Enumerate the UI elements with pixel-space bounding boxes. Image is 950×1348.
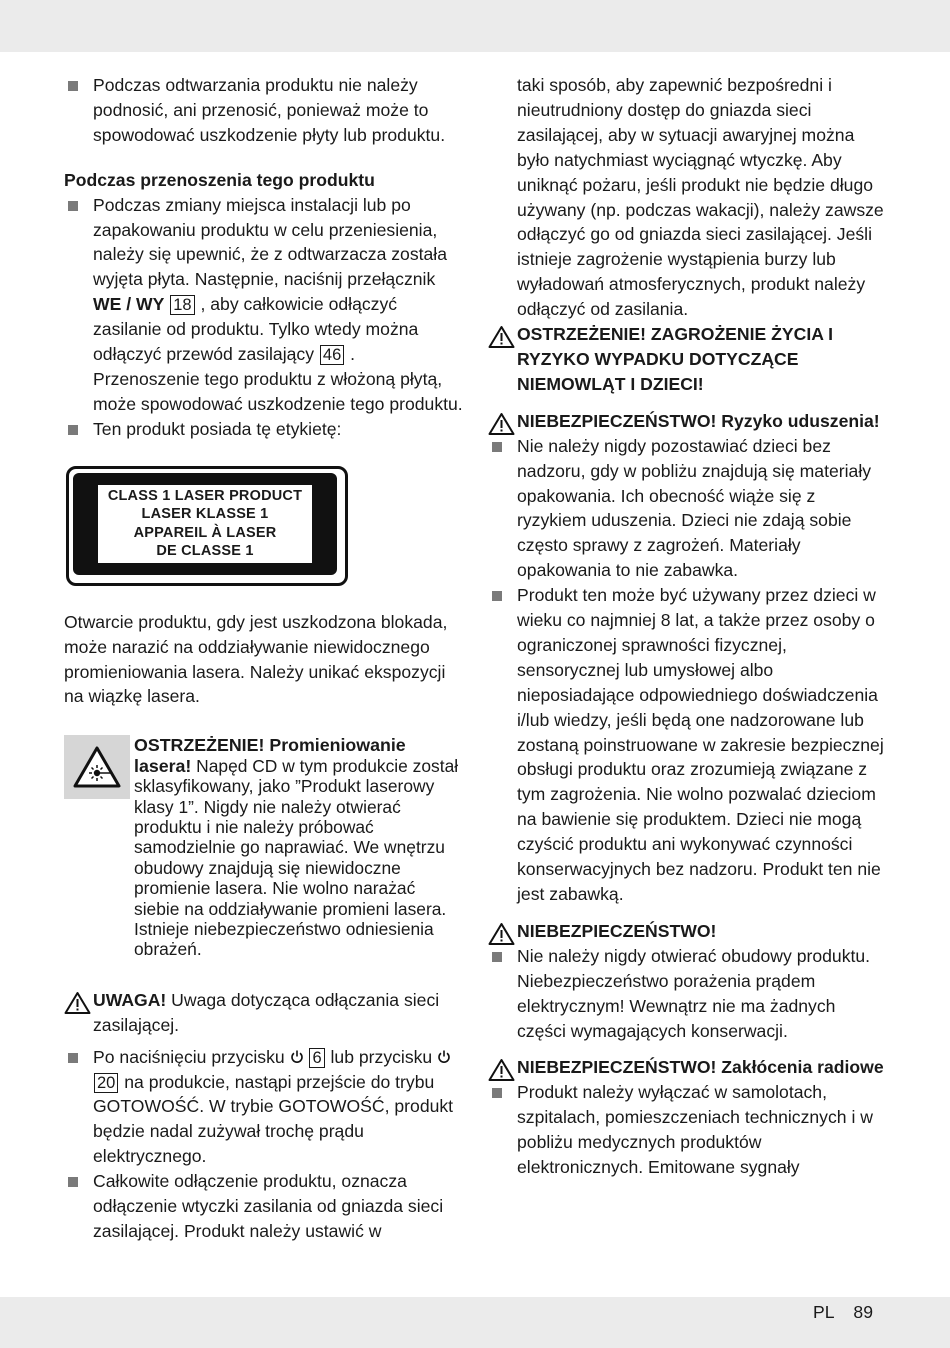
ref-20: 20 [94,1073,118,1093]
relocation-text-c: . Przenoszenie tego produktu z włożoną płytą, może spowodować uszkodzenie tego produktu. [93,344,463,414]
standby-text-b: lub przycisku [325,1046,438,1067]
bullet-packaging: Nie należy nigdy pozostawiać dzieci bez nadzoru, gdy w pobliżu znajdują się materiały opakowania. Ich obecność wiąże się z ryzykiem uduszenia. Dzieci nie zdają sobie często sprawy z zagrożeń. Materiały opakowania to nie zabawka. [488,434,888,583]
laser-label-line: APPAREIL À LASER [133,524,277,541]
laser-warning-body: Napęd CD w tym produkcie został sklasyfikowany, jako ”Produkt laserowy klasy 1”. Nigdy nie należy otwierać produktu i nie należy próbować samodzielnie go naprawiać. We wnętrzu obudowy znajdują się niewidoczne promienie lasera. Nie wolno narażać siebie na oddziaływanie promieni lasera. Istnieje niebezpieczeństwo odniesienia obrażeń. [134,755,459,960]
bullet-children-use: Produkt ten może być używany przez dzieci w wieku co najmniej 8 lat, a także przez osoby o ograniczonej sprawności fizycznej, sensorycznej lub umysłowej albo nieposiadające odpowiedniego doświadczenia i/lub wiedzy, jeśli będą one nadzorowane lub zostaną poinstruowane w zakresie bezpiecznej obsługi produktu oraz zrozumieją związane z tym zagrożenia. Nie wolno pozwalać dzieciom na bawienie się produktem. Dzieci nie mogą czyścić produktu ani wykonywać czynności konserwacyjnych bez nadzoru. Produkt ten nie jest zabawką. [488,583,888,907]
laser-label-box [98,485,312,563]
power-icon [437,1050,451,1064]
bullet-housing: Nie należy nigdy otwierać obudowy produktu. Niebezpieczeństwo porażenia prądem elektrycznym! Wewnątrz nie ma żadnych części wymagających konserwacji. [488,944,888,1044]
blockade-paragraph: Otwarcie produktu, gdy jest uszkodzona blokada, może narazić na oddziaływanie niewidocznego promieniowania lasera. Należy unikać ekspozycji na wiązkę lasera. [64,611,448,707]
continued-paragraph: taki sposób, aby zapewnić bezpośredni i nieutrudniony dostęp do gniazda sieci zasilającej, aby w sytuacji awaryjnej można było natychmiast wyciągnąć wtyczkę. Aby uniknąć pożaru, jeśli produkt nie będzie długo używany (np. podczas wakacji), należy zawsze odłączyć go od gniazda sieci zasilającej. Jeśli istnieje zagrożenie wystąpienia burzy lub wyładowań atmosferycznych, produkt należy odłączyć od zasilania. [517,75,884,320]
bullet-playback: Podczas odtwarzania produktu nie należy podnosić, ani przenosić, ponieważ może to spowodować uszkodzenie płyty lub produktu. [64,73,464,148]
heading-transport: Podczas przenoszenia tego produktu [64,169,375,190]
left-column [64,73,464,1244]
bullet-relocation [64,193,464,417]
laser-warning-title: OSTRZEŻENIE! Promieniowanie lasera! [134,735,406,776]
laser-label-line: DE CLASSE 1 [156,542,254,559]
warning-triangle-icon [488,1058,515,1082]
danger-suffocation [488,409,888,434]
warning-triangle-icon [64,991,91,1015]
ref-46: 46 [320,345,344,365]
ref-18: 18 [170,295,194,315]
laser-label-frame [73,473,337,575]
uwaga-title: UWAGA! [93,989,167,1010]
uwaga-text: Uwaga dotycząca odłączania sieci zasilającej. [93,989,440,1035]
laser-class-label [66,466,348,586]
danger-housing [488,919,888,944]
laser-warning-text [134,735,464,959]
standby-text-a: Po naciśnięciu przycisku [93,1046,290,1067]
warning-triangle-icon [488,922,515,946]
danger-radio-title: NIEBEZPIECZEŃSTWO! Zakłócenia radiowe [517,1057,884,1078]
danger-suffocation-title: NIEBEZPIECZEŃSTWO! Ryzyko uduszenia! [517,410,880,431]
relocation-text-a: Podczas zmiany miejsca instalacji lub po zapakowaniu produktu w celu przeniesienia, należy się upewnić, że z odtwarzacza została wyjęta płyta. Następnie, naciśnij przełącznik [93,194,448,290]
bullet-label: Ten produkt posiada tę etykietę: [64,417,464,442]
bullet-radio: Produkt należy wyłączać w samolotach, szpitalach, pomieszczeniach technicznych i w pobliżu medycznych produktów elektronicznych. Emitowane sygnały [488,1080,888,1180]
standby-text-c: na produkcie, nastąpi przejście do trybu GOTOWOŚĆ. W trybie GOTOWOŚĆ, produkt będzie nadal zużywał trochę prądu elektrycznego. [93,1071,454,1167]
onoff-switch-label: WE / WY [93,294,165,315]
warning-triangle-icon [488,412,515,436]
warning-children [488,322,888,397]
laser-label-line: LASER KLASSE 1 [141,506,269,523]
bullet-disconnect: Całkowite odłączenie produktu, oznacza odłączenie wtyczki zasilania od gniazda sieci zasilającej. Produkt należy ustawić w [64,1169,464,1244]
right-column [488,73,888,1180]
danger-housing-title: NIEBEZPIECZEŃSTWO! [517,920,717,941]
power-icon [290,1050,304,1064]
uwaga-notice [64,988,464,1038]
laser-label-line: CLASS 1 LASER PRODUCT [107,488,303,505]
page-footer [799,1300,873,1324]
laser-hazard-icon [64,735,130,799]
ref-6: 6 [309,1048,324,1068]
bullet-standby [64,1045,464,1170]
laser-warning [64,735,464,959]
warning-triangle-icon [488,325,515,349]
danger-radio [488,1055,888,1080]
top-bar [0,0,950,52]
warning-children-title: OSTRZEŻENIE! ZAGROŻENIE ŻYCIA I RYZYKO WYPADKU DOTYCZĄCE NIEMOWLĄT I DZIECI! [517,324,834,394]
relocation-text-b: , aby całkowicie odłączyć zasilanie od produktu. Tylko wtedy można odłączyć przewód zasilający [93,294,419,365]
language-code: PL [813,1302,835,1322]
page-number: 89 [853,1302,873,1322]
